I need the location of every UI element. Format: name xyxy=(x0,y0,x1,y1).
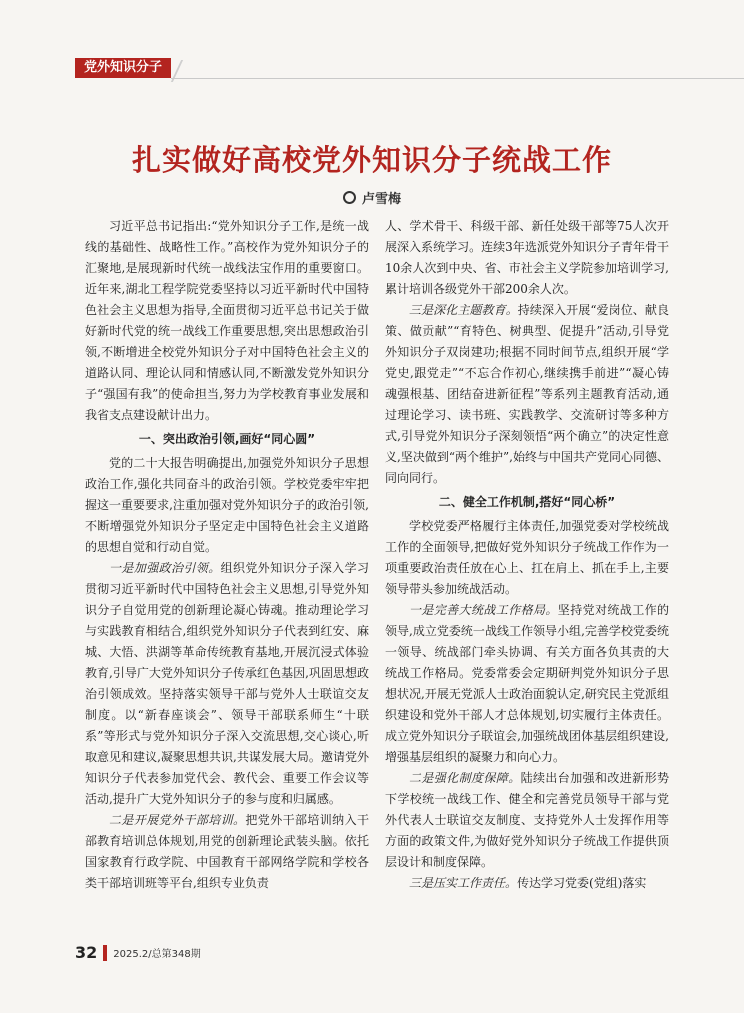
footer-bar xyxy=(103,945,107,961)
column-right xyxy=(385,216,669,894)
paragraph-body: 组织党外知识分子深入学习贯彻习近平新时代中国特色社会主义思想,引导党外知识分子自觉用党的创新理论凝心铸魂。推动理论学习与实践教育相结合,组织党外知识分子代表到红安、麻城、大悟、洪湖等革命传统教育基地,开展沉浸式体验教育,引导广大党外知识分子传承红色基因,巩固思想政治引领成效。坚持落实领导干部与党外人士联谊交友制度。以“新春座谈会”、领导干部联系师生“十联系”等形式与党外知识分子深入交流思想,交心谈心,听取意见和建议,凝聚思想共识,共谋发展大局。邀请党外知识分子代表参加党代会、教代会、重要工作会议等活动,提升广大党外知识分子的参与度和归属感。 xyxy=(85,561,369,806)
paragraph-body: 坚持党对统战工作的领导,成立党委统一战线工作领导小组,完善学校党委统一领导、统战部门牵头协调、有关方面各负其责的大统战工作格局。党委常委会定期研判党外知识分子思想状况,开展无党派人士政治面貌认定,研究民主党派组织建设和党外干部人才总体规划,切实履行主体责任。成立党外知识分子联谊会,加强统战团体基层组织建设,增强基层组织的凝聚力和向心力。 xyxy=(385,603,669,764)
paragraph-lead: 三是压实工作责任。 xyxy=(409,876,518,890)
paragraph-body: 陆续出台加强和改进新形势下学校统一战线工作、健全和完善党员领导干部与党外代表人士联谊交友制度、支持党外人士发挥作用等方面的政策文件,为做好党外知识分子统战工作提供顶层设计和制度保障。 xyxy=(385,771,669,869)
section-heading: 二、健全工作机制,搭好“同心桥” xyxy=(438,495,616,509)
page-number: 32 xyxy=(75,943,98,962)
header-rule xyxy=(171,78,744,79)
paragraph-lead: 二是强化制度保障。 xyxy=(409,771,521,785)
paragraph xyxy=(85,810,369,894)
paragraph: 习近平总书记指出:“党外知识分子工作,是统一战线的基础性、战略性工作。”高校作为党外知识分子的汇聚地,是展现新时代统一战线法宝作用的重要窗口。近年来,湖北工程学院党委坚持以习近平新时代中国特色社会主义思想为指导,全面贯彻习近平总书记关于做好新时代党的统一战线工作重要思想,突出思想政治引领,不断增进全校党外知识分子对中国特色社会主义的道路认同、理论认同和情感认同,不断激发党外知识分子“强国有我”的使命担当,努力为学校教育事业发展和我省支点建设献计出力。 xyxy=(85,219,369,422)
article-title: 扎实做好高校党外知识分子统战工作 xyxy=(131,143,612,177)
paragraph-lead: 三是深化主题教育。 xyxy=(409,303,518,317)
paragraph-lead: 二是开展党外干部培训。 xyxy=(109,813,246,827)
paragraph-body: 把党外干部培训纳入干部教育培训总体规划,用党的创新理论武装头脑。依托国家教育行政学院、中国教育干部网络学院和学校各类干部培训班等平台,组织专业负责 xyxy=(85,813,369,890)
paragraph-lead: 一是完善大统战工作格局。 xyxy=(409,603,558,617)
paragraph: 党的二十大报告明确提出,加强党外知识分子思想政治工作,强化共同奋斗的政治引领。学校党委牢牢把握这一重要要求,注重加强对党外知识分子的政治引领,不断增强党外知识分子坚定走中国特色社会主义道路的思想自觉和行动自觉。 xyxy=(85,456,369,554)
paragraph: 人、学术骨干、科级干部、新任处级干部等75人次开展深入系统学习。连续3年选派党外知识分子青年骨干10余人次到中央、省、市社会主义学院参加培训学习,累计培训各级党外干部200余人次。 xyxy=(385,219,669,296)
paragraph-lead: 一是加强政治引领。 xyxy=(109,561,221,575)
paragraph: 学校党委严格履行主体责任,加强党委对学校统战工作的全面领导,把做好党外知识分子统战工作作为一项重要政治责任放在心上、扛在肩上、抓在手上,主要领导带头参加统战活动。 xyxy=(385,519,669,596)
section-tag: 党外知识分子 xyxy=(75,58,171,78)
paragraph xyxy=(85,558,369,810)
paragraph xyxy=(385,768,669,873)
issue-info: 2025.2/总第348期 xyxy=(113,949,201,960)
page-footer xyxy=(75,942,201,962)
author-name: 卢雪梅 xyxy=(361,192,401,207)
paragraph xyxy=(385,300,669,489)
paragraph-body: 传达学习党委(党组)落实 xyxy=(517,876,647,890)
column-left xyxy=(85,216,369,894)
bullet-circle-icon xyxy=(343,191,356,204)
section-heading: 一、突出政治引领,画好“同心圆” xyxy=(138,432,316,446)
paragraph-body: 持续深入开展“爱岗位、献良策、做贡献”“育特色、树典型、促提升”活动,引导党外知识分子双岗建功;根据不同时间节点,组织开展“学党史,跟党走”“不忘合作初心,继续携手前进”“凝心铸魂强根基、团结奋进新征程”等系列主题教育活动,通过理论学习、读书班、实践教学、交流研讨等多种方式,引导党外知识分子深刻领悟“两个确立”的决定性意义,坚决做到“两个维护”,始终与中国共产党同心同德、同向同行。 xyxy=(385,303,669,485)
paragraph xyxy=(385,600,669,768)
byline xyxy=(0,188,744,207)
paragraph xyxy=(385,873,669,894)
